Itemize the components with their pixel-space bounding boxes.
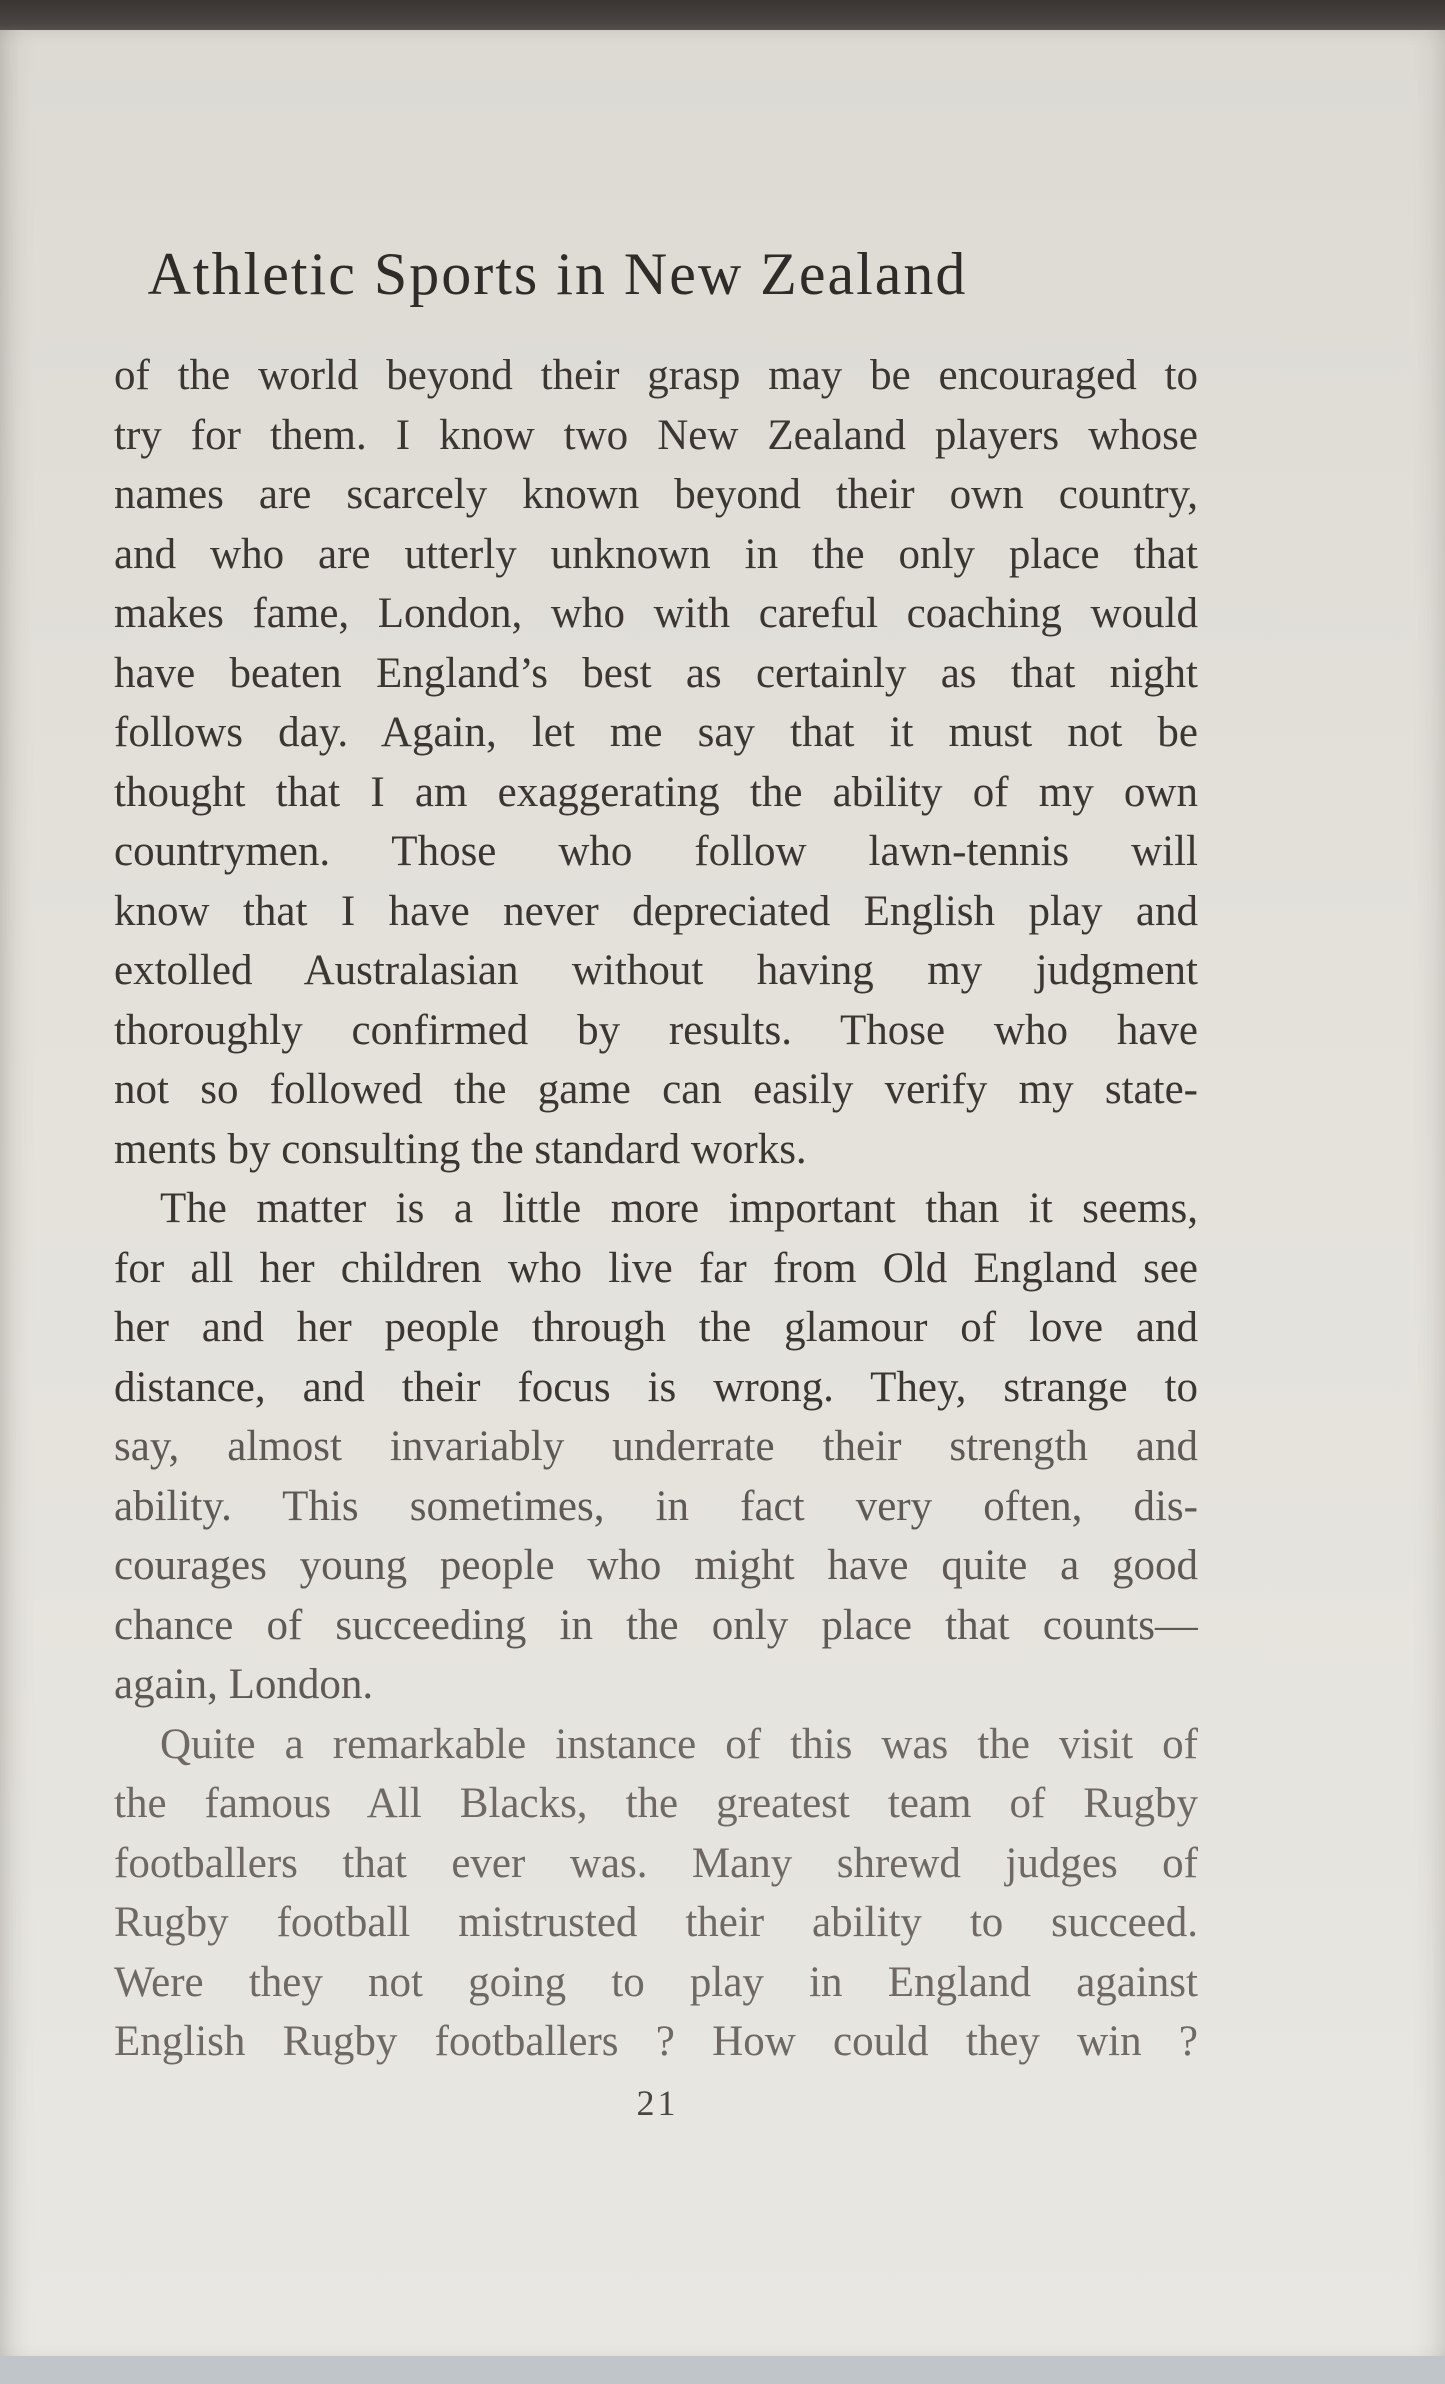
text-line: and who are utterly unknown in the only place that (114, 530, 1198, 578)
text-line: Were they not going to play in England against (114, 1958, 1198, 2006)
text-line: The matter is a little more important than it seems, (160, 1185, 1198, 1232)
text-line: her and her people through the glamour of love and (114, 1304, 1198, 1351)
text-line: footballers that ever was. Many shrewd judges of (114, 1839, 1198, 1887)
text-line: thought that I am exaggerating the ability of my own (114, 768, 1198, 816)
running-head: Athletic Sports in New Zealand (147, 241, 968, 307)
text-line: thoroughly confirmed by results. Those who have (114, 1006, 1198, 1054)
text-line: of the world beyond their grasp may be encouraged to (114, 352, 1198, 399)
text-line: Rugby football mistrusted their ability to succeed. (114, 1899, 1198, 1946)
text-line: know that I have never depreciated English play and (114, 887, 1198, 935)
text-line: ability. This sometimes, in fact very often, dis- (114, 1482, 1198, 1530)
text-line: distance, and their focus is wrong. They, strange to (114, 1363, 1198, 1411)
text-line: chance of succeeding in the only place that counts— (114, 1601, 1198, 1649)
book-page (0, 30, 1445, 2360)
text-line: names are scarcely known beyond their own country, (114, 471, 1198, 518)
text-line: follows day. Again, let me say that it must not be (114, 709, 1198, 756)
text-line: the famous All Blacks, the greatest team of Rugby (114, 1780, 1198, 1827)
body-text (114, 346, 1198, 2072)
page-number: 21 (636, 2083, 679, 2123)
text-line: say, almost invariably underrate their strength and (114, 1423, 1198, 1470)
text-line: not so followed the game can easily verify my state- (114, 1066, 1198, 1113)
text-line: Quite a remarkable instance of this was the visit of (160, 1720, 1198, 1768)
text-line: English Rugby footballers ? How could they win ? (114, 2018, 1198, 2065)
background-surface (0, 2356, 1445, 2384)
text-line: have beaten England’s best as certainly as that night (114, 649, 1198, 697)
text-line: try for them. I know two New Zealand players whose (114, 411, 1198, 459)
text-line: makes fame, London, who with careful coaching would (114, 590, 1198, 637)
text-line: ments by consulting the standard works. (114, 1125, 807, 1173)
text-line: countrymen. Those who follow lawn-tennis will (114, 828, 1198, 875)
text-line: for all her children who live far from Old England see (114, 1244, 1198, 1292)
text-line: again, London. (114, 1661, 374, 1708)
text-line: extolled Australasian without having my judgment (114, 947, 1198, 994)
text-line: courages young people who might have quite a good (114, 1542, 1198, 1589)
